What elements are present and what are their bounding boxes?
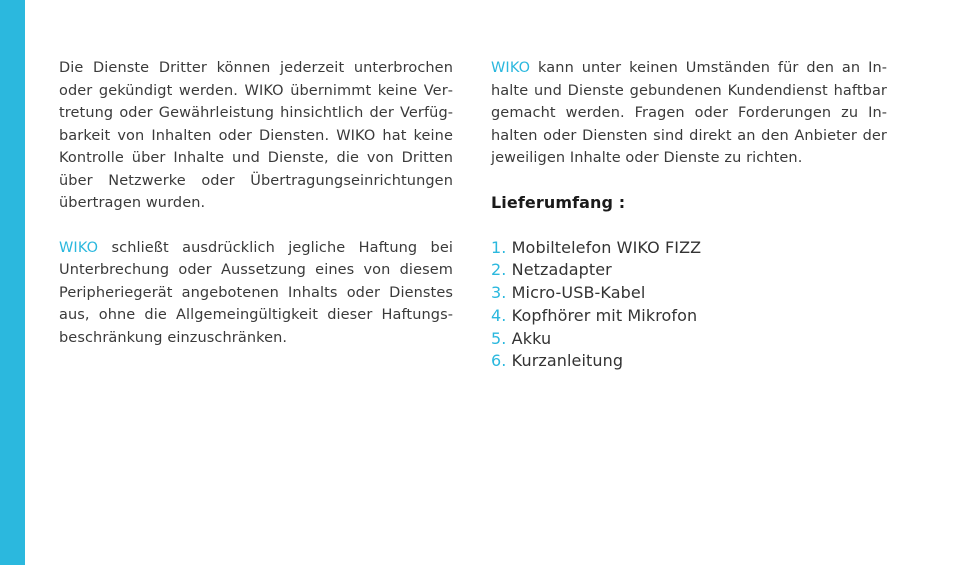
third-party-services-paragraph: Die Dienste Dritter können jederzeit unterbrochen oder gekündigt werden. WIKO übernimmt keine Vertretung oder Gewährleistung hinsichtlich der Verfügbarkeit von Inhalten oder Diensten. WIKO hat keine Kontrolle über Inhalte und Dienste, die von Dritten über Netzwerke oder Übertragungseinrichtungen übertragen wurden. [59,60,453,211]
list-item: 1. Mobiltelefon WIKO FIZZ [491,237,702,257]
brand-name: WIKO [491,60,531,76]
customer-service-text: kann unter keinen Umständen für den an Inhalte und Dienste gebundenen Kundendienst haftbar gemacht werden. Fragen oder Forderungen zu Inhalten oder Diensten sind direkt an den Anbieter der jeweiligen Inhalte oder Dienste zu richten. [491,60,887,166]
list-item: 4. Kopfhörer mit Mikrofon [491,305,698,325]
liability-paragraph [59,237,453,350]
package-contents-heading: Lieferumfang : [491,192,626,212]
customer-service-paragraph [491,57,887,170]
right-column [491,57,887,373]
list-item: 2. Netzadapter [491,260,612,280]
list-item: 3. Micro-USB-Kabel [491,283,646,303]
left-column [59,57,453,349]
list-item: 5. Akku [491,328,552,348]
liability-text: schließt ausdrücklich jegliche Haftung bei Unterbrechung oder Aussetzung eines von diesem Peripheriegerät angebotenen Inhalts oder Dienstes aus, ohne die Allgemeingültigkeit dieser Haftungsbeschränkung einzuschränken. [59,239,453,346]
list-item: 6. Kurzanleitung [491,351,624,371]
brand-name: WIKO [59,239,99,256]
package-contents-list [491,237,887,374]
side-accent-bar [0,0,25,565]
